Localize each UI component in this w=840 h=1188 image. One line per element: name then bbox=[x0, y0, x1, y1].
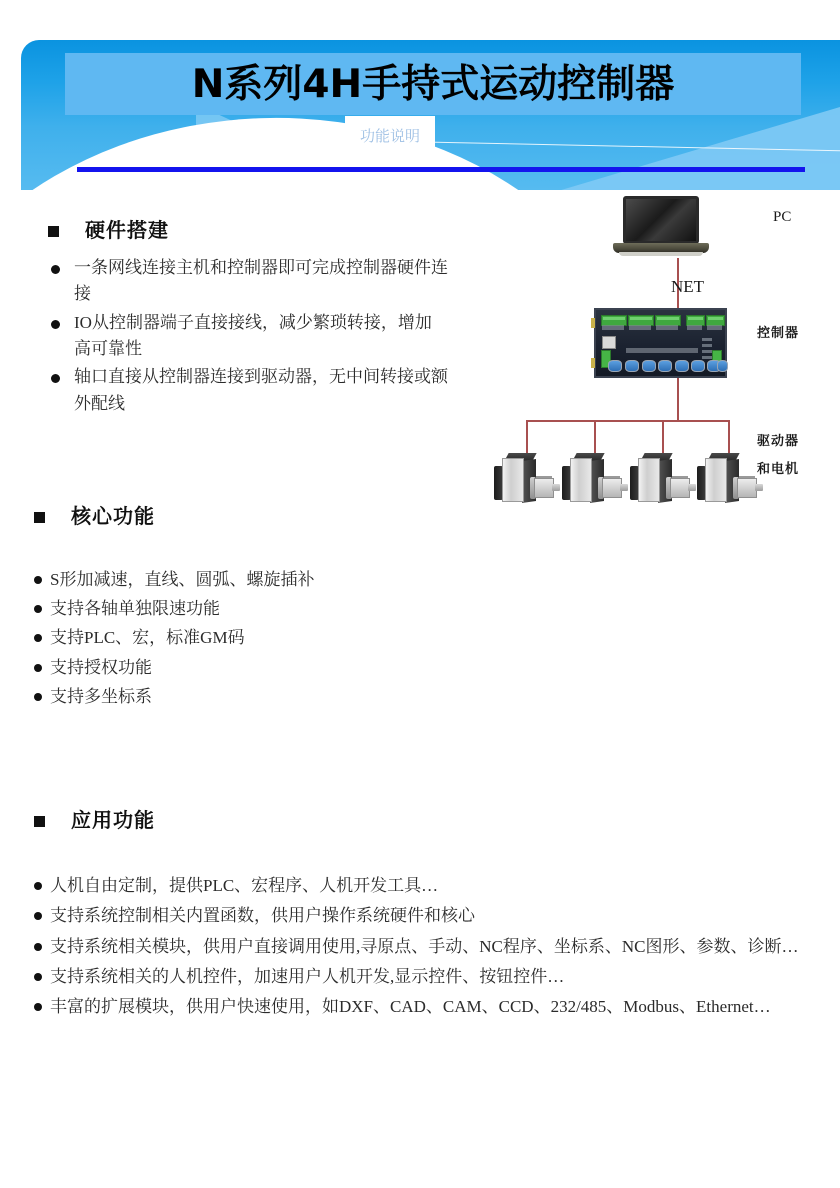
title-underline-rule bbox=[77, 167, 805, 172]
controller-terminal-label-4 bbox=[687, 325, 702, 330]
section-hardware-title: 硬件搭建 bbox=[85, 218, 169, 242]
motor-shaft bbox=[620, 484, 628, 491]
controller-axis-port-4 bbox=[658, 360, 672, 372]
controller-terminal-label-2 bbox=[629, 325, 651, 330]
section-core-heading bbox=[34, 500, 464, 529]
wire-controller-to-bus bbox=[677, 378, 679, 420]
diagram-label-net: NET bbox=[671, 277, 705, 296]
driver-motor-unit-2 bbox=[562, 452, 632, 510]
diagram-label-pc: PC bbox=[773, 209, 792, 225]
controller-axis-port-8 bbox=[717, 360, 728, 372]
laptop-foot bbox=[619, 252, 703, 256]
list-item: 支持PLC、宏，标准GM码 bbox=[34, 623, 464, 652]
section-hardware bbox=[48, 214, 448, 419]
motion-controller-icon bbox=[594, 308, 727, 378]
wire-branch-3 bbox=[662, 420, 664, 454]
section-applications bbox=[34, 804, 824, 1022]
controller-axis-port-1 bbox=[608, 360, 622, 372]
subtitle-box bbox=[345, 116, 435, 154]
controller-axis-port-5 bbox=[675, 360, 689, 372]
pc-laptop-icon bbox=[613, 196, 709, 258]
diagram-label-controller: 控制器 bbox=[757, 326, 800, 341]
controller-axis-port-2 bbox=[625, 360, 639, 372]
controller-terminal-label-3 bbox=[656, 325, 678, 330]
wire-branch-2 bbox=[594, 420, 596, 454]
motor-body bbox=[670, 478, 690, 498]
laptop-screen bbox=[623, 196, 699, 244]
controller-led-column bbox=[702, 338, 712, 362]
list-item: 支持系统控制相关内置函数，供用户操作系统硬件和核心 bbox=[34, 901, 824, 931]
list-item: S形加减速，直线、圆弧、螺旋插补 bbox=[34, 565, 464, 594]
section-applications-title: 应用功能 bbox=[71, 808, 155, 832]
bullet-square-icon bbox=[34, 816, 45, 827]
section-hardware-heading bbox=[48, 214, 448, 243]
driver-body bbox=[502, 458, 524, 502]
list-item: 支持系统相关的人机控件，加速用户人机开发,显示控件、按钮控件… bbox=[34, 962, 824, 992]
motor-body bbox=[602, 478, 622, 498]
controller-ethernet-port bbox=[602, 336, 616, 349]
list-item: 支持多坐标系 bbox=[34, 682, 464, 711]
controller-mount-tab-top bbox=[591, 318, 595, 328]
system-architecture-diagram bbox=[481, 194, 840, 534]
list-item: 支持系统相关模块，供用户直接调用使用,寻原点、手动、NC程序、坐标系、NC图形、参数、诊断… bbox=[34, 932, 824, 962]
driver-body bbox=[638, 458, 660, 502]
list-item: 轴口直接从控制器连接到驱动器，无中间转接或额外配线 bbox=[48, 364, 448, 417]
section-core-list bbox=[34, 565, 464, 711]
controller-axis-port-6 bbox=[691, 360, 705, 372]
driver-motor-unit-3 bbox=[630, 452, 700, 510]
section-applications-heading bbox=[34, 804, 824, 833]
section-hardware-list bbox=[48, 255, 448, 417]
list-item: 支持各轴单独限速功能 bbox=[34, 594, 464, 623]
section-applications-list bbox=[34, 871, 824, 1022]
motor-body bbox=[737, 478, 757, 498]
wire-branch-1 bbox=[526, 420, 528, 454]
controller-terminal-label-5 bbox=[707, 325, 722, 330]
section-core-title: 核心功能 bbox=[71, 504, 155, 528]
list-item: IO从控制器端子直接接线，减少繁琐转接，增加高可靠性 bbox=[48, 310, 448, 363]
driver-body bbox=[570, 458, 592, 502]
diagram-label-motor: 和电机 bbox=[757, 462, 800, 477]
list-item: 丰富的扩展模块，供用户快速使用，如DXF、CAD、CAM、CCD、232/485、Modbus、Ethernet… bbox=[34, 992, 824, 1022]
bullet-square-icon bbox=[34, 512, 45, 523]
diagram-label-driver: 驱动器 bbox=[757, 434, 800, 449]
driver-motor-unit-1 bbox=[494, 452, 564, 510]
motor-shaft bbox=[688, 484, 696, 491]
header-banner bbox=[21, 40, 840, 190]
section-core bbox=[34, 500, 464, 711]
list-item: 人机自由定制，提供PLC、宏程序、人机开发工具… bbox=[34, 871, 824, 901]
page-subtitle: 功能说明 bbox=[359, 126, 420, 145]
title-box bbox=[65, 53, 801, 115]
wire-branch-4 bbox=[728, 420, 730, 454]
driver-body bbox=[705, 458, 727, 502]
wire-driver-bus bbox=[526, 420, 730, 422]
list-item: 支持授权功能 bbox=[34, 653, 464, 682]
motor-shaft bbox=[552, 484, 560, 491]
list-item: 一条网线连接主机和控制器即可完成控制器硬件连接 bbox=[48, 255, 448, 308]
controller-brand-text bbox=[626, 348, 698, 353]
motor-body bbox=[534, 478, 554, 498]
controller-axis-port-3 bbox=[642, 360, 656, 372]
banner-white-swoosh bbox=[21, 108, 658, 190]
page-title: N系列4H手持式运动控制器 bbox=[191, 61, 675, 107]
controller-terminal-label-1 bbox=[602, 325, 624, 330]
controller-mount-tab-bottom bbox=[591, 358, 595, 368]
bullet-square-icon bbox=[48, 226, 59, 237]
motor-shaft bbox=[755, 484, 763, 491]
